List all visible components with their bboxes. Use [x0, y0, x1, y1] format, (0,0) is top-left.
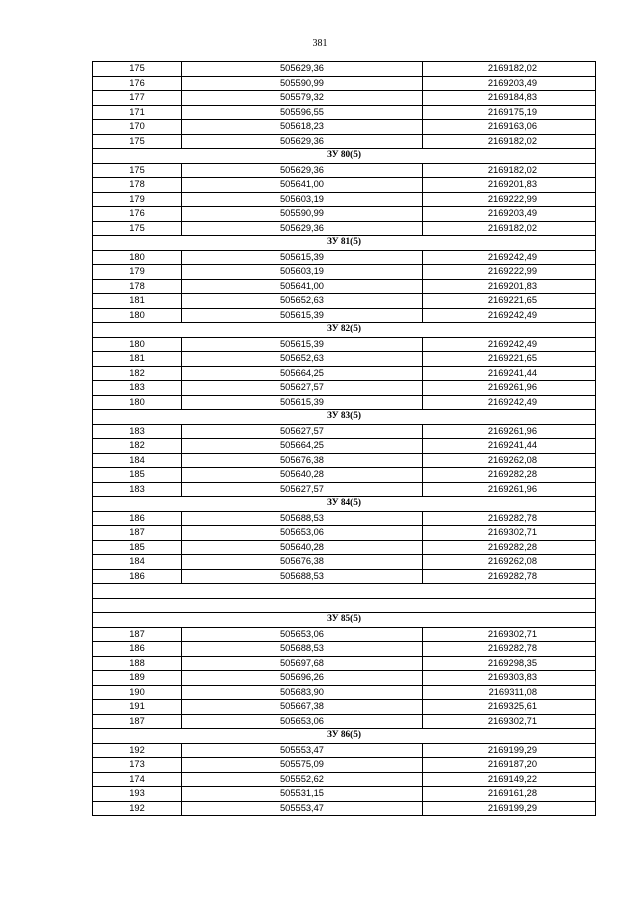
y-coordinate-cell: 2169325,61: [423, 700, 596, 715]
point-number-cell: 173: [93, 758, 182, 773]
point-number-cell: 183: [93, 482, 182, 497]
point-number-cell: 175: [93, 134, 182, 149]
point-number-cell: 171: [93, 105, 182, 120]
x-coordinate-cell: 505590,99: [182, 207, 423, 222]
x-coordinate-cell: 505667,38: [182, 700, 423, 715]
table-row: [93, 120, 596, 135]
section-header-row: [93, 236, 596, 251]
section-header-row: [93, 410, 596, 425]
x-coordinate-cell: 505688,53: [182, 569, 423, 584]
y-coordinate-cell: 2169302,71: [423, 526, 596, 541]
x-coordinate-cell: 505696,26: [182, 671, 423, 686]
x-coordinate-cell: 505596,55: [182, 105, 423, 120]
table-row: [93, 192, 596, 207]
point-number-cell: 192: [93, 801, 182, 816]
x-coordinate-cell: 505641,00: [182, 279, 423, 294]
x-coordinate-cell: 505579,32: [182, 91, 423, 106]
y-coordinate-cell: 2169161,28: [423, 787, 596, 802]
point-number-cell: 188: [93, 656, 182, 671]
point-number-cell: 179: [93, 265, 182, 280]
table-row: [93, 381, 596, 396]
point-number-cell: 185: [93, 540, 182, 555]
x-coordinate-cell: 505575,09: [182, 758, 423, 773]
y-coordinate-cell: 2169261,96: [423, 424, 596, 439]
x-coordinate-cell: 505676,38: [182, 453, 423, 468]
x-coordinate-cell: 505615,39: [182, 395, 423, 410]
y-coordinate-cell: 2169282,78: [423, 511, 596, 526]
blank-cell: [93, 598, 596, 613]
table-row: [93, 700, 596, 715]
y-coordinate-cell: 2169242,49: [423, 250, 596, 265]
y-coordinate-cell: 2169298,35: [423, 656, 596, 671]
section-title: ЗУ 86(5): [93, 729, 596, 744]
table-row: [93, 134, 596, 149]
x-coordinate-cell: 505653,06: [182, 714, 423, 729]
point-number-cell: 183: [93, 424, 182, 439]
section-title: ЗУ 80(5): [93, 149, 596, 164]
y-coordinate-cell: 2169199,29: [423, 801, 596, 816]
table-row: [93, 105, 596, 120]
x-coordinate-cell: 505629,36: [182, 134, 423, 149]
point-number-cell: 186: [93, 569, 182, 584]
y-coordinate-cell: 2169201,83: [423, 279, 596, 294]
y-coordinate-cell: 2169242,49: [423, 395, 596, 410]
point-number-cell: 175: [93, 221, 182, 236]
y-coordinate-cell: 2169182,02: [423, 221, 596, 236]
x-coordinate-cell: 505688,53: [182, 511, 423, 526]
section-header-row: [93, 729, 596, 744]
section-title: ЗУ 82(5): [93, 323, 596, 338]
table-row: [93, 787, 596, 802]
point-number-cell: 180: [93, 250, 182, 265]
x-coordinate-cell: 505627,57: [182, 424, 423, 439]
x-coordinate-cell: 505615,39: [182, 250, 423, 265]
y-coordinate-cell: 2169261,96: [423, 381, 596, 396]
x-coordinate-cell: 505629,36: [182, 163, 423, 178]
table-row: [93, 758, 596, 773]
point-number-cell: 182: [93, 439, 182, 454]
y-coordinate-cell: 2169222,99: [423, 265, 596, 280]
point-number-cell: 182: [93, 366, 182, 381]
coordinates-table-body: [93, 62, 596, 816]
table-row: [93, 279, 596, 294]
y-coordinate-cell: 2169199,29: [423, 743, 596, 758]
x-coordinate-cell: 505629,36: [182, 62, 423, 77]
table-row: [93, 526, 596, 541]
table-row: [93, 569, 596, 584]
x-coordinate-cell: 505627,57: [182, 381, 423, 396]
x-coordinate-cell: 505531,15: [182, 787, 423, 802]
point-number-cell: 179: [93, 192, 182, 207]
section-title: ЗУ 83(5): [93, 410, 596, 425]
table-row: [93, 352, 596, 367]
table-row: [93, 178, 596, 193]
section-title: ЗУ 84(5): [93, 497, 596, 512]
y-coordinate-cell: 2169221,65: [423, 294, 596, 309]
table-row: [93, 265, 596, 280]
x-coordinate-cell: 505653,06: [182, 526, 423, 541]
table-row: [93, 468, 596, 483]
y-coordinate-cell: 2169262,08: [423, 555, 596, 570]
table-row: [93, 163, 596, 178]
y-coordinate-cell: 2169241,44: [423, 366, 596, 381]
table-row: [93, 511, 596, 526]
page-number: 381: [312, 38, 328, 49]
y-coordinate-cell: 2169311,08: [423, 685, 596, 700]
table-row: [93, 424, 596, 439]
y-coordinate-cell: 2169203,49: [423, 207, 596, 222]
y-coordinate-cell: 2169187,20: [423, 758, 596, 773]
x-coordinate-cell: 505641,00: [182, 178, 423, 193]
point-number-cell: 170: [93, 120, 182, 135]
y-coordinate-cell: 2169222,99: [423, 192, 596, 207]
point-number-cell: 177: [93, 91, 182, 106]
table-row: [93, 656, 596, 671]
table-row: [93, 294, 596, 309]
y-coordinate-cell: 2169282,78: [423, 642, 596, 657]
x-coordinate-cell: 505603,19: [182, 192, 423, 207]
point-number-cell: 181: [93, 352, 182, 367]
table-row: [93, 555, 596, 570]
x-coordinate-cell: 505683,90: [182, 685, 423, 700]
y-coordinate-cell: 2169221,65: [423, 352, 596, 367]
y-coordinate-cell: 2169163,06: [423, 120, 596, 135]
y-coordinate-cell: 2169182,02: [423, 163, 596, 178]
x-coordinate-cell: 505652,63: [182, 352, 423, 367]
table-row: [93, 337, 596, 352]
y-coordinate-cell: 2169149,22: [423, 772, 596, 787]
table-row: [93, 714, 596, 729]
y-coordinate-cell: 2169182,02: [423, 134, 596, 149]
y-coordinate-cell: 2169203,49: [423, 76, 596, 91]
point-number-cell: 175: [93, 163, 182, 178]
y-coordinate-cell: 2169302,71: [423, 627, 596, 642]
table-row: [93, 743, 596, 758]
point-number-cell: 184: [93, 555, 182, 570]
table-row: [93, 642, 596, 657]
point-number-cell: 183: [93, 381, 182, 396]
y-coordinate-cell: 2169182,02: [423, 62, 596, 77]
y-coordinate-cell: 2169241,44: [423, 439, 596, 454]
section-title: ЗУ 85(5): [93, 613, 596, 628]
point-number-cell: 187: [93, 627, 182, 642]
point-number-cell: 190: [93, 685, 182, 700]
x-coordinate-cell: 505629,36: [182, 221, 423, 236]
x-coordinate-cell: 505615,39: [182, 308, 423, 323]
table-row: [93, 207, 596, 222]
table-row: [93, 366, 596, 381]
blank-row: [93, 598, 596, 613]
x-coordinate-cell: 505697,68: [182, 656, 423, 671]
y-coordinate-cell: 2169175,19: [423, 105, 596, 120]
section-title: ЗУ 81(5): [93, 236, 596, 251]
point-number-cell: 186: [93, 642, 182, 657]
y-coordinate-cell: 2169262,08: [423, 453, 596, 468]
table-row: [93, 62, 596, 77]
x-coordinate-cell: 505603,19: [182, 265, 423, 280]
section-header-row: [93, 613, 596, 628]
x-coordinate-cell: 505553,47: [182, 801, 423, 816]
table-row: [93, 221, 596, 236]
table-row: [93, 308, 596, 323]
point-number-cell: 181: [93, 294, 182, 309]
blank-row: [93, 584, 596, 599]
point-number-cell: 191: [93, 700, 182, 715]
table-row: [93, 250, 596, 265]
x-coordinate-cell: 505618,23: [182, 120, 423, 135]
point-number-cell: 193: [93, 787, 182, 802]
table-row: [93, 772, 596, 787]
y-coordinate-cell: 2169184,83: [423, 91, 596, 106]
point-number-cell: 184: [93, 453, 182, 468]
x-coordinate-cell: 505552,62: [182, 772, 423, 787]
y-coordinate-cell: 2169242,49: [423, 308, 596, 323]
table-row: [93, 671, 596, 686]
x-coordinate-cell: 505553,47: [182, 743, 423, 758]
x-coordinate-cell: 505688,53: [182, 642, 423, 657]
point-number-cell: 175: [93, 62, 182, 77]
table-row: [93, 801, 596, 816]
x-coordinate-cell: 505640,28: [182, 540, 423, 555]
point-number-cell: 174: [93, 772, 182, 787]
y-coordinate-cell: 2169282,28: [423, 468, 596, 483]
table-row: [93, 439, 596, 454]
point-number-cell: 178: [93, 178, 182, 193]
y-coordinate-cell: 2169201,83: [423, 178, 596, 193]
x-coordinate-cell: 505652,63: [182, 294, 423, 309]
y-coordinate-cell: 2169282,28: [423, 540, 596, 555]
x-coordinate-cell: 505676,38: [182, 555, 423, 570]
point-number-cell: 186: [93, 511, 182, 526]
table-row: [93, 76, 596, 91]
section-header-row: [93, 323, 596, 338]
y-coordinate-cell: 2169261,96: [423, 482, 596, 497]
x-coordinate-cell: 505664,25: [182, 366, 423, 381]
y-coordinate-cell: 2169303,83: [423, 671, 596, 686]
point-number-cell: 176: [93, 76, 182, 91]
x-coordinate-cell: 505653,06: [182, 627, 423, 642]
point-number-cell: 189: [93, 671, 182, 686]
point-number-cell: 180: [93, 337, 182, 352]
x-coordinate-cell: 505640,28: [182, 468, 423, 483]
section-header-row: [93, 149, 596, 164]
point-number-cell: 187: [93, 714, 182, 729]
y-coordinate-cell: 2169242,49: [423, 337, 596, 352]
table-row: [93, 395, 596, 410]
blank-cell: [93, 584, 596, 599]
table-row: [93, 627, 596, 642]
point-number-cell: 185: [93, 468, 182, 483]
table-row: [93, 91, 596, 106]
point-number-cell: 180: [93, 308, 182, 323]
coordinates-table: [92, 61, 596, 816]
point-number-cell: 187: [93, 526, 182, 541]
x-coordinate-cell: 505627,57: [182, 482, 423, 497]
table-row: [93, 482, 596, 497]
point-number-cell: 192: [93, 743, 182, 758]
y-coordinate-cell: 2169282,78: [423, 569, 596, 584]
table-row: [93, 685, 596, 700]
point-number-cell: 178: [93, 279, 182, 294]
x-coordinate-cell: 505615,39: [182, 337, 423, 352]
point-number-cell: 176: [93, 207, 182, 222]
x-coordinate-cell: 505590,99: [182, 76, 423, 91]
table-row: [93, 453, 596, 468]
section-header-row: [93, 497, 596, 512]
table-row: [93, 540, 596, 555]
x-coordinate-cell: 505664,25: [182, 439, 423, 454]
y-coordinate-cell: 2169302,71: [423, 714, 596, 729]
point-number-cell: 180: [93, 395, 182, 410]
